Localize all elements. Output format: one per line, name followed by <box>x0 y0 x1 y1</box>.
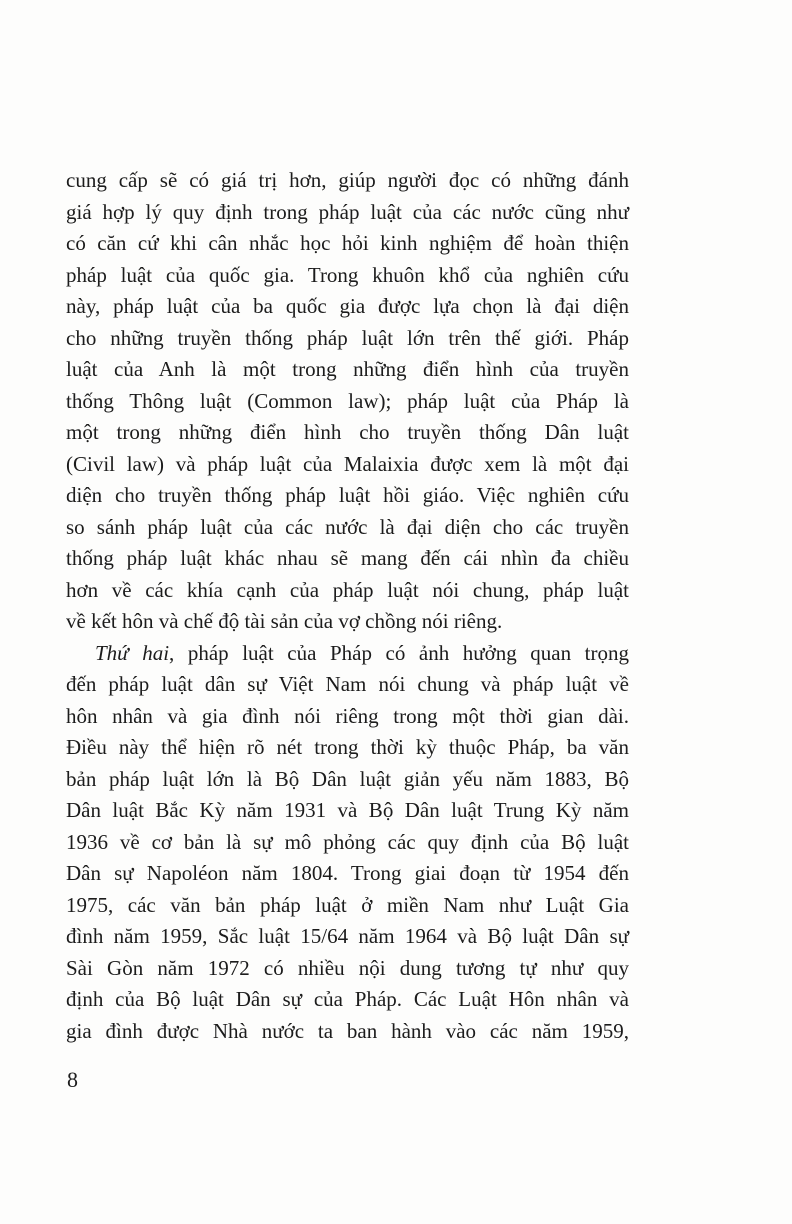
text-line: cho những truyền thống pháp luật lớn trên thế giới. Pháp <box>66 325 629 350</box>
text-line: có căn cứ khi cân nhắc học hỏi kinh nghiệm để hoàn thiện <box>66 231 629 255</box>
text-line: đến pháp luật dân sự Việt Nam nói chung và pháp luật về <box>66 672 629 696</box>
text-line: đình năm 1959, Sắc luật 15/64 năm 1964 và Bộ luật Dân sự <box>66 924 629 948</box>
text-line: 1975, các văn bản pháp luật ở miền Nam như Luật Gia <box>66 892 629 917</box>
text-line: Dân luật Bắc Kỳ năm 1931 và Bộ Dân luật Trung Kỳ năm <box>66 798 629 822</box>
text-line: bản pháp luật lớn là Bộ Dân luật giản yếu năm 1883, Bộ <box>66 766 629 791</box>
text-line: hơn về các khía cạnh của pháp luật nói chung, pháp luật <box>66 577 629 602</box>
text-line: Dân sự Napoléon năm 1804. Trong giai đoạn từ 1954 đến <box>66 861 629 885</box>
italic-lead-in: Thứ hai <box>95 640 170 665</box>
text-line: thống Thông luật (Common law); pháp luật của Pháp là <box>66 388 629 413</box>
text-line: hôn nhân và gia đình nói riêng trong một thời gian dài. <box>66 703 629 728</box>
page-number: 8 <box>67 1067 78 1092</box>
text-line: gia đình được Nhà nước ta ban hành vào các năm 1959, <box>66 1018 629 1043</box>
text-line: cung cấp sẽ có giá trị hơn, giúp người đọc có những đánh <box>66 168 629 192</box>
text-line: định của Bộ luật Dân sự của Pháp. Các Luật Hôn nhân và <box>66 987 629 1011</box>
body-text-block <box>66 165 629 1047</box>
text-line: Thứ hai, pháp luật của Pháp có ảnh hưởng quan trọng <box>95 640 630 665</box>
text-line: diện cho truyền thống pháp luật hồi giáo. Việc nghiên cứu <box>66 483 629 507</box>
text-line: (Civil law) và pháp luật của Malaixia được xem là một đại <box>66 451 629 476</box>
text-line: này, pháp luật của ba quốc gia được lựa chọn là đại diện <box>66 294 629 318</box>
text-line: thống pháp luật khác nhau sẽ mang đến cái nhìn đa chiều <box>66 546 629 570</box>
text-line: một trong những điển hình cho truyền thống Dân luật <box>66 420 629 444</box>
text-line: Sài Gòn năm 1972 có nhiều nội dung tương tự như quy <box>66 955 629 980</box>
text-line: 1936 về cơ bản là sự mô phỏng các quy định của Bộ luật <box>66 829 629 854</box>
text-line: về kết hôn và chế độ tài sản của vợ chồng nói riêng. <box>66 609 503 633</box>
text-line: luật của Anh là một trong những điển hình của truyền <box>66 357 629 381</box>
text-line: so sánh pháp luật của các nước là đại diện cho các truyền <box>66 514 629 539</box>
text-line: pháp luật của quốc gia. Trong khuôn khổ của nghiên cứu <box>66 262 629 287</box>
text-line: giá hợp lý quy định trong pháp luật của các nước cũng như <box>66 199 629 224</box>
text-line: Điều này thể hiện rõ nét trong thời kỳ thuộc Pháp, ba văn <box>66 735 629 759</box>
